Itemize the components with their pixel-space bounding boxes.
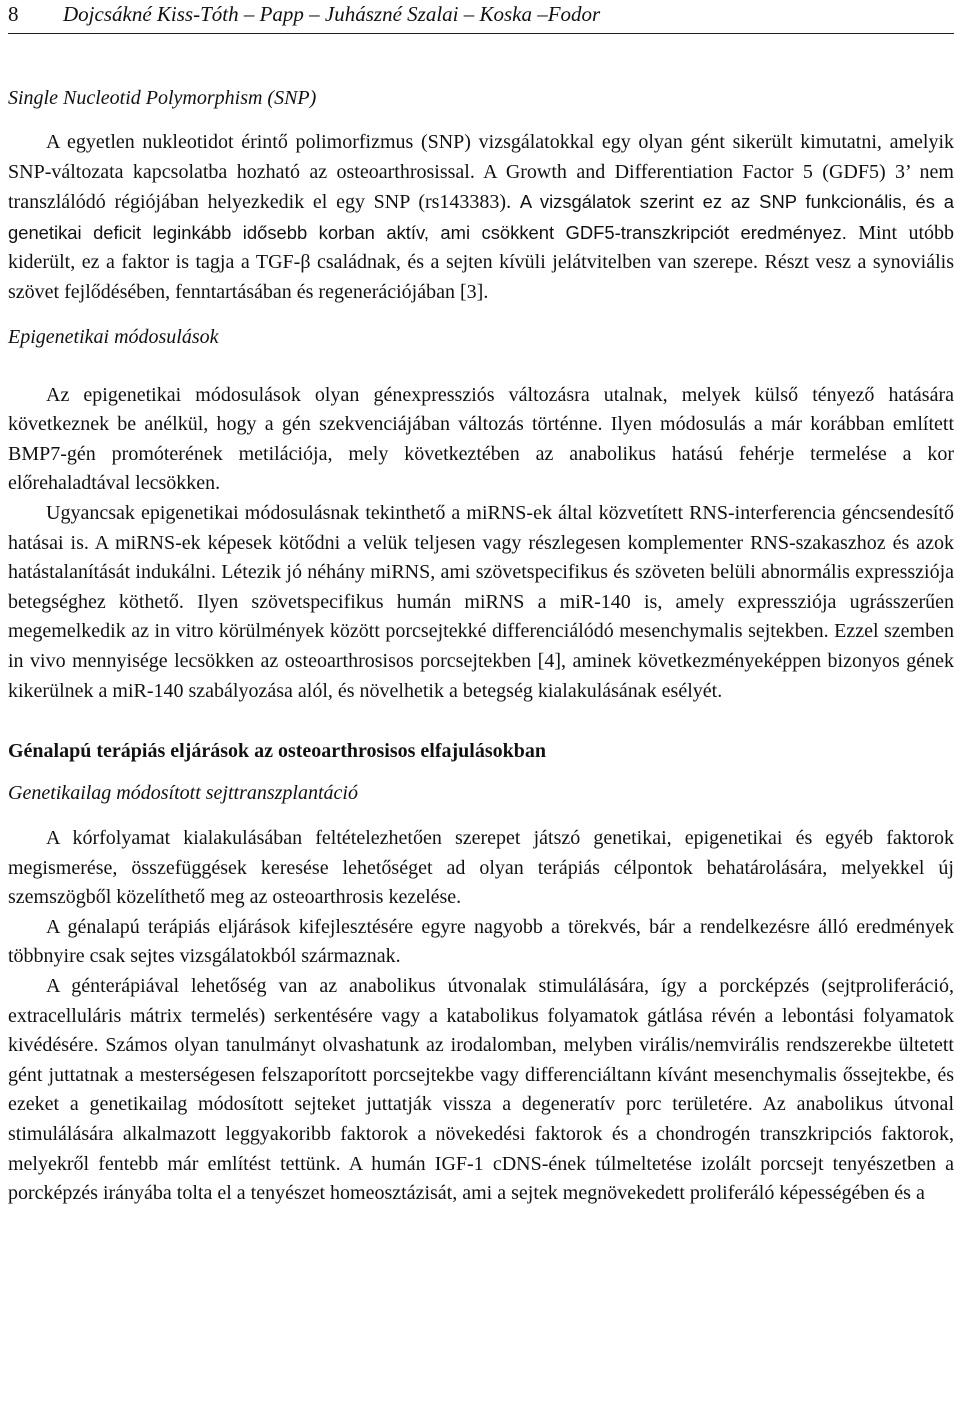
epigenetic-paragraph-1: Az epigenetikai módosulások olyan génexpressziós változásra utalnak, melyek külső tényező hatására következnek be anélkül, hogy a gén szekvenciájában változás történne. Ilyen módosulás a már korábban említett BMP7-gén promóterének metilációja, mely következtében az anabolikus hatású fehérje termelése a kor előrehaladtával lecsökken. <box>8 383 954 495</box>
page-header <box>8 0 954 30</box>
running-head: Dojcsákné Kiss-Tóth – Papp – Juhászné Szalai – Koska –Fodor <box>63 2 601 26</box>
snp-paragraph <box>8 128 954 308</box>
document-page <box>8 0 954 1209</box>
epigenetic-heading: Epigenetikai módosulások <box>8 325 219 348</box>
epigenetic-paragraph-2: Ugyancsak epigenetikai módosulásnak tekinthető a miRNS-ek által közvetített RNS-interferencia géncsendesítő hatásai is. A miRNS-ek képesek kötődni a velük teljesen vagy részlegesen komplementer RNS-szakaszhoz és azok hatástalanítását indukálni. Létezik jó néhány miRNS, ami szövetspecifikus és szöveten belüli abnormális expressziója betegséghez köthető. Ilyen szövetspecifikus humán miRNS a miR-140 is, amely expressziója ugrásszerűen megemelkedik az in vitro körülmények között porcsejtekké differenciálódó mesenchymalis sejtekben. Ezzel szemben in vivo mennyisége lecsökken az osteoarthrosisos porcsejtekben [4], aminek következményeképpen bizonyos gének kikerülnek a miR-140 szabályozása alól, és növelhetik a betegség kialakulásának esélyét. <box>8 501 954 702</box>
snp-paragraph-part-3: Mint utóbb kiderült, ez a faktor is tagja a TGF-β családnak, és a sejten kívüli jelátvitelben van szerepe. Részt vesz a synoviális szövet fejlődésében, fenntartásában és regenerációjában [3]. <box>8 221 955 303</box>
snp-paragraph-part-2: A vizsgálatok szerint ez az SNP funkcionális, és a genetikai deficit leginkább idősebb korban aktív, ami csökkent GDF5-transzkripciót eredményez. <box>8 191 954 243</box>
gene-therapy-paragraph-3: A génterápiával lehetőség van az anabolikus útvonalak stimulálására, így a porcképzés (sejtproliferáció, extracelluláris mátrix termelés) serkentésére vagy a katabolikus folyamatok gátlása révén a lebontási folyamatok kivédésére. Számos olyan tanulmányt olvashatunk az irodalomban, melyben virális/nemvirális rendszerekbe ültetett gént juttatnak a mesterségesen felszaporított porcsejtekbe vagy differenciáltann kívánt mesenchymalis őssejtekbe, és ezeket a genetikailag módosított sejteket juttatják vissza a degeneratív porc területére. Az anabolikus útvonal stimulálására alkalmazott leggyakoribb faktorok a növekedési faktorok és a chondrogén transzkripciós faktorok, melyekről fentebb már említést tettünk. A humán IGF-1 cDNS-ének túlmeltetése izolált porcsejt tenyészetben a porcképzés irányába tolta el a tenyészet homeosztázisát, ami a sejtek megnövekedett proliferáló képességében és a <box>8 975 954 1205</box>
gene-therapy-heading: Génalapú terápiás eljárások az osteoarthrosisos elfajulásokban <box>8 740 546 763</box>
gene-therapy-paragraph-1: A kórfolyamat kialakulásában feltételezhetően szerepet játszó genetikai, epigenetikai és egyéb faktorok megismerése, összefüggések keresése lehetőséget ad olyan terápiás célpontok behatárolására, melyekkel új szemszögből közelíthető meg az osteoarthrosis kezelése. <box>8 827 954 909</box>
snp-heading: Single Nucleotid Polymorphism (SNP) <box>8 87 317 109</box>
header-rule <box>8 33 954 34</box>
gene-therapy-paragraph-2: A génalapú terápiás eljárások kifejlesztésére egyre nagyobb a törekvés, bár a rendelkezésre álló eredmények többnyire csak sejtes vizsgálatokból származnak. <box>8 915 954 968</box>
gene-therapy-subheading: Genetikailag módosított sejttranszplantáció <box>8 782 358 805</box>
page-number: 8 <box>8 2 19 26</box>
snp-paragraph-part-1: A egyetlen nukleotidot érintő polimorfizmus (SNP) vizsgálatokkal egy olyan gént sikerült kimutatni, amelyik SNP-változata kapcsolatba hozható az osteoarthrosissal. A Growth and Differentiation Factor 5 (GDF5) 3’ nem transzlálódó régiójában helyezkedik el egy SNP (rs143383). <box>8 131 954 214</box>
